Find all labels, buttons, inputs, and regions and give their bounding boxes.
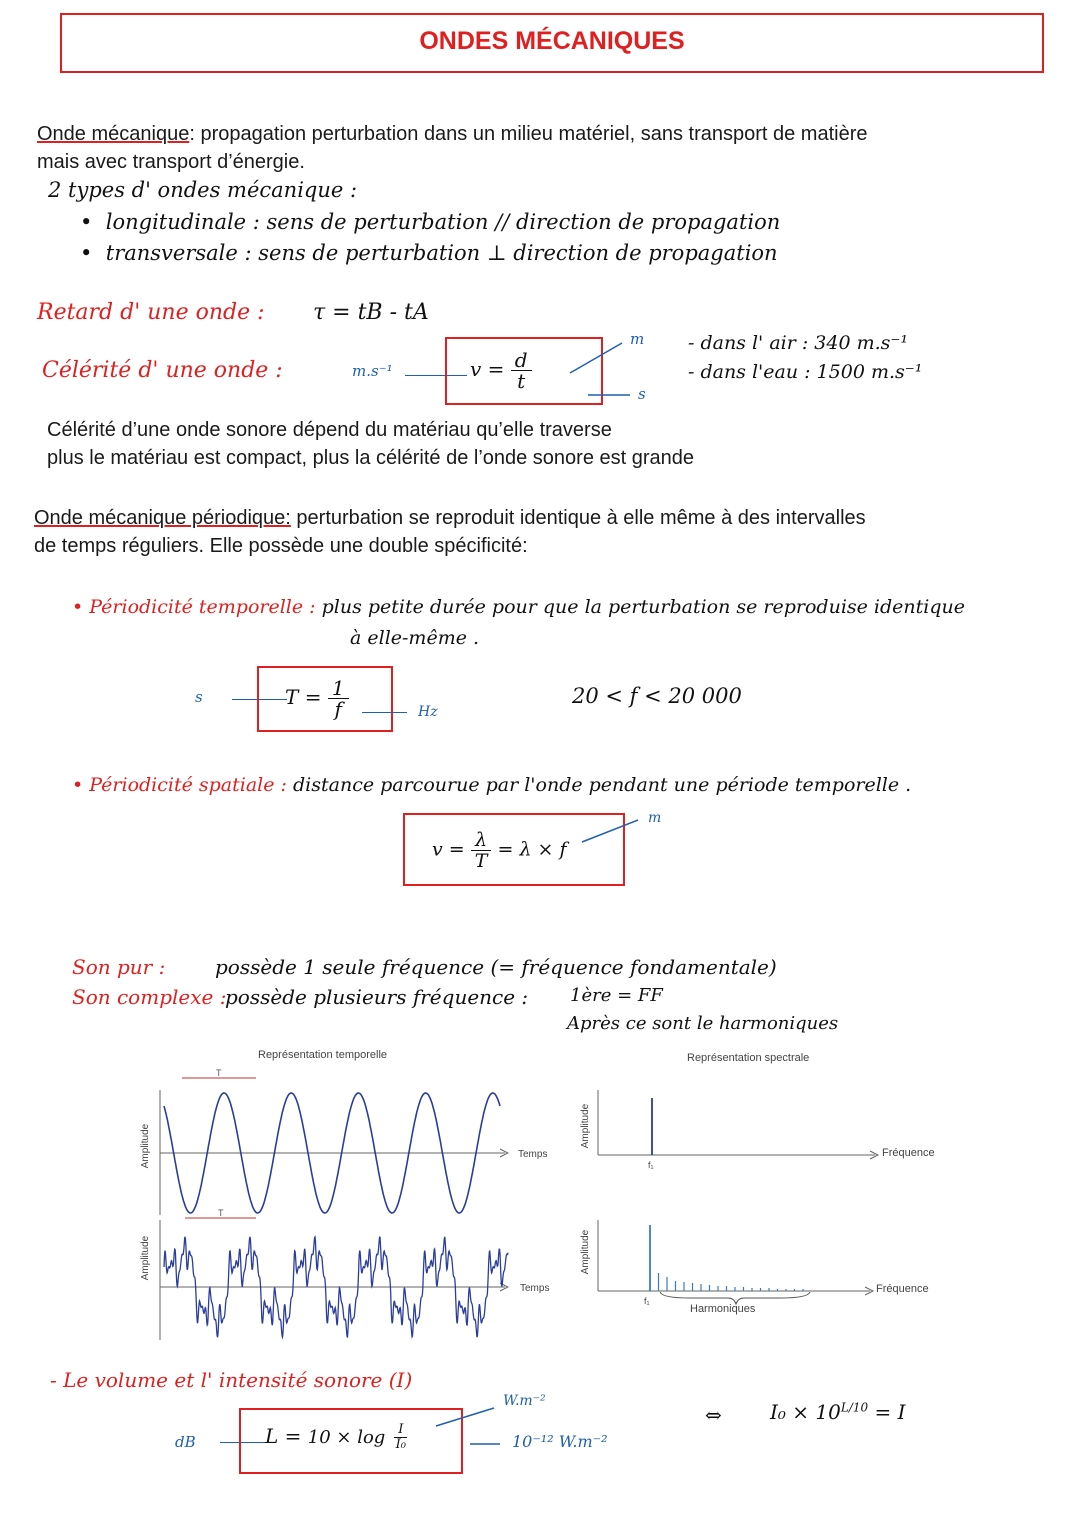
celerite-unit-left: m.s⁻¹ bbox=[352, 362, 393, 380]
son-pur-label: Son pur : bbox=[72, 955, 166, 979]
temporal-num: 1 bbox=[328, 678, 349, 699]
spatial-fraction bbox=[471, 830, 492, 871]
amplitude-label-1: Amplitude bbox=[140, 1123, 151, 1169]
temps-label-2: Temps bbox=[520, 1283, 550, 1294]
volume-inverse-rhs: = I bbox=[874, 1400, 906, 1424]
temporal-range: 20 < f < 20 000 bbox=[572, 684, 742, 708]
son-complexe-note: 1ère = FF bbox=[570, 985, 663, 1006]
son-complexe-text: possède plusieurs fréquence : bbox=[225, 985, 529, 1009]
retard-label: Retard d' une onde : bbox=[37, 300, 265, 325]
son-harmonics-note: Après ce sont le harmoniques bbox=[567, 1013, 839, 1034]
type-longitudinal-text: longitudinale : sens de perturbation // direction de propagation bbox=[105, 210, 781, 234]
temporal-den: f bbox=[334, 697, 342, 721]
temporal-text1: plus petite durée pour que la perturbation se reproduise identique bbox=[321, 596, 966, 618]
volume-inverse-exp: L/10 bbox=[840, 1400, 869, 1415]
temporal-unit-hz: Hz bbox=[418, 704, 438, 720]
periodic-definition bbox=[34, 504, 1044, 560]
celerite-formula bbox=[470, 350, 532, 391]
spatial-den: T bbox=[474, 850, 488, 872]
volume-num: I bbox=[394, 1423, 407, 1438]
celerite-fraction bbox=[511, 350, 532, 391]
period-label-2: T bbox=[218, 1208, 224, 1218]
period-label-1: T bbox=[216, 1068, 222, 1078]
sound-note-line1: Célérité d’une onde sonore dépend du matériau qu’elle traverse bbox=[47, 419, 612, 441]
f1-label-2: f₁ bbox=[644, 1296, 650, 1306]
volume-heading: - Le volume et l' intensité sonore (I) bbox=[50, 1368, 413, 1392]
temporal-lhs: T = bbox=[285, 685, 322, 709]
volume-den: I₀ bbox=[395, 1437, 407, 1452]
celerite-air: - dans l' air : 340 m.s⁻¹ bbox=[688, 332, 909, 354]
spatial-unit-m: m bbox=[648, 810, 662, 826]
volume-equiv: ⇔ bbox=[705, 1403, 722, 1427]
volume-mid: 10 × log bbox=[307, 1427, 386, 1448]
harmonics-label: Harmoniques bbox=[690, 1303, 756, 1315]
celerite-label: Célérité d' une onde : bbox=[42, 358, 283, 383]
temporal-title: Représentation temporelle bbox=[258, 1049, 388, 1061]
intro-definition bbox=[37, 120, 1047, 176]
son-pur-text: possède 1 seule fréquence (= fréquence fondamentale) bbox=[215, 955, 777, 979]
spectral-title: Représentation spectrale bbox=[687, 1052, 810, 1064]
page-title: ONDES MÉCANIQUES bbox=[419, 27, 685, 55]
celerite-num: d bbox=[511, 350, 532, 371]
harmonic-lines bbox=[650, 1225, 803, 1291]
temporal-hz-line bbox=[362, 712, 407, 713]
volume-unit-bottom: 10⁻¹² W.m⁻² bbox=[512, 1432, 608, 1451]
volume-fraction bbox=[392, 1423, 410, 1452]
spatial-lhs: v = bbox=[432, 838, 465, 861]
volume-unit-db: dB bbox=[175, 1433, 196, 1451]
intro-def-line1: : propagation perturbation dans un milieu matériel, sans transport de matière bbox=[189, 123, 868, 145]
temps-label-1: Temps bbox=[518, 1149, 548, 1160]
types-heading: 2 types d' ondes mécanique : bbox=[48, 178, 358, 202]
sound-figure bbox=[130, 1040, 970, 1350]
frequence-label-1: Fréquence bbox=[882, 1147, 935, 1159]
volume-formula bbox=[265, 1423, 410, 1452]
celerite-lhs: v = bbox=[470, 357, 505, 381]
volume-unit-top: W.m⁻² bbox=[503, 1393, 546, 1409]
volume-lhs: L = bbox=[265, 1424, 302, 1448]
complex-spectral-plot bbox=[580, 1220, 929, 1315]
volume-inverse bbox=[770, 1400, 906, 1424]
amplitude-label-4: Amplitude bbox=[580, 1229, 591, 1275]
intro-def-line2: mais avec transport d’énergie. bbox=[37, 151, 305, 173]
retard-formula: τ = tB - tA bbox=[313, 300, 429, 325]
celerite-unit-m: m bbox=[630, 330, 645, 348]
sound-note bbox=[47, 416, 694, 472]
temporal-formula bbox=[285, 678, 349, 719]
temporal-text2: à elle-même . bbox=[350, 627, 480, 649]
complex-temporal-plot bbox=[140, 1208, 549, 1340]
periodic-def-line1: perturbation se reproduit identique à elle même à des intervalles bbox=[290, 507, 866, 529]
type-longitudinal: • longitudinale : sens de perturbation // direction de propagation bbox=[80, 210, 781, 234]
volume-inverse-base: I₀ × 10 bbox=[770, 1400, 841, 1424]
spatial-rhs: = λ × f bbox=[497, 838, 567, 861]
celerite-den: t bbox=[517, 369, 526, 393]
spatial-annotation-line bbox=[580, 812, 650, 852]
spatial-num: λ bbox=[471, 830, 491, 851]
frequence-label-2: Fréquence bbox=[876, 1283, 929, 1295]
spatial-text: distance parcourue par l'onde pendant une période temporelle . bbox=[293, 774, 912, 796]
celerite-annotation-lines bbox=[560, 335, 670, 405]
temporal-fraction bbox=[328, 678, 349, 719]
type-transversal-text: transversale : sens de perturbation ⊥ direction de propagation bbox=[105, 241, 778, 265]
f1-label-1: f₁ bbox=[648, 1160, 654, 1170]
sound-note-line2: plus le matériau est compact, plus la célérité de l’onde sonore est grande bbox=[47, 447, 695, 469]
celerite-eau: - dans l'eau : 1500 m.s⁻¹ bbox=[688, 361, 923, 383]
temporal-unit-s: s bbox=[195, 688, 203, 706]
amplitude-label-3: Amplitude bbox=[140, 1235, 151, 1281]
spatial-formula bbox=[432, 830, 567, 871]
periodic-term: Onde mécanique périodique: bbox=[34, 507, 291, 529]
temporal-item: • Périodicité temporelle : plus petite durée pour que la perturbation se reproduise identique bbox=[72, 596, 966, 618]
pure-spectral-plot bbox=[580, 1090, 935, 1170]
amplitude-label-2: Amplitude bbox=[580, 1103, 591, 1149]
spatial-item: • Périodicité spatiale : distance parcourue par l'onde pendant une période temporelle . bbox=[72, 774, 912, 796]
celerite-unit-s: s bbox=[638, 385, 646, 403]
pure-temporal-plot bbox=[140, 1068, 547, 1215]
spatial-label: Périodicité spatiale : bbox=[89, 774, 287, 796]
temporal-label: Périodicité temporelle : bbox=[89, 596, 316, 618]
type-transversal: • transversale : sens de perturbation ⊥ direction de propagation bbox=[80, 241, 778, 265]
son-complexe-label: Son complexe : bbox=[72, 985, 227, 1009]
intro-term: Onde mécanique bbox=[37, 123, 190, 145]
periodic-def-line2: de temps réguliers. Elle possède une double spécificité: bbox=[34, 535, 528, 557]
